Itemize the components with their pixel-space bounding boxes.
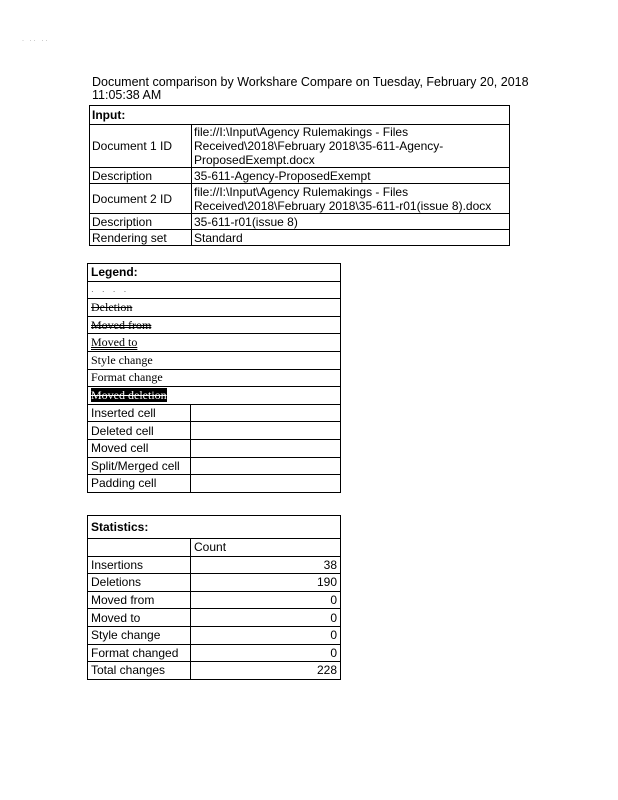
legend-format-change-sample: Format change [91,370,163,385]
legend-header: Legend: [88,264,341,282]
legend-moved-deletion-sample: Moved deletion [91,387,167,402]
input-header: Input: [90,106,510,125]
legend-deletion-sample: Deletion [91,299,133,314]
legend-moved-cell-swatch [191,439,341,457]
description-1-value: 35-611-Agency-ProposedExempt [192,168,510,184]
stat-label-deletions: Deletions [88,574,191,592]
legend-split-merged-cell: Split/Merged cell [88,457,191,475]
legend-style-change-sample: Style change [91,352,153,367]
stat-count-deletions: 190 [191,574,341,592]
statistics-table [87,515,341,680]
scan-mark: · ·· ·· [22,38,50,44]
statistics-blank-header [88,539,191,557]
stat-label-total-changes: Total changes [88,662,191,680]
stat-label-moved-from: Moved from [88,591,191,609]
legend-moved-deletion [88,387,341,405]
legend-deleted-cell-swatch [191,422,341,440]
legend-moved-to-sample: Moved to [91,335,138,350]
legend-insertion-sample: · · · · [91,286,130,296]
legend-inserted-cell-swatch [191,404,341,422]
description-1-label: Description [90,168,192,184]
document-2-id-value: file://I:\Input\Agency Rulemakings - Files Received\2018\February 2018\35-611-r01(issue 8).docx [192,184,510,214]
stat-count-format-changed: 0 [191,644,341,662]
rendering-set-label: Rendering set [90,230,192,246]
stat-count-moved-to: 0 [191,609,341,627]
legend-format-change [88,369,341,387]
description-2-label: Description [90,214,192,230]
legend-moved-from-sample: Moved from [91,317,152,332]
legend-deletion [88,299,341,317]
stat-count-moved-from: 0 [191,591,341,609]
stat-label-format-changed: Format changed [88,644,191,662]
input-table [89,105,510,246]
legend-moved-cell: Moved cell [88,439,191,457]
page-title: Document comparison by Workshare Compare on Tuesday, February 20, 2018 11:05:38 AM [92,75,529,102]
statistics-count-header: Count [191,539,341,557]
document-2-id-label: Document 2 ID [90,184,192,214]
stat-label-insertions: Insertions [88,556,191,574]
legend-padding-cell: Padding cell [88,475,191,493]
legend-moved-to [88,334,341,352]
stat-label-moved-to: Moved to [88,609,191,627]
stat-count-style-change: 0 [191,626,341,644]
legend-inserted-cell: Inserted cell [88,404,191,422]
stat-count-total-changes: 228 [191,662,341,680]
document-1-id-label: Document 1 ID [90,125,192,168]
stat-label-style-change: Style change [88,626,191,644]
legend-table [87,263,341,493]
legend-moved-from [88,316,341,334]
legend-split-merged-cell-swatch [191,457,341,475]
legend-padding-cell-swatch [191,475,341,493]
legend-insertion [88,281,341,299]
stat-count-insertions: 38 [191,556,341,574]
legend-style-change [88,351,341,369]
rendering-set-value: Standard [192,230,510,246]
document-1-id-value: file://I:\Input\Agency Rulemakings - Files Received\2018\February 2018\35-611-Agency-ProposedExempt.docx [192,125,510,168]
statistics-header: Statistics: [88,516,341,539]
legend-deleted-cell: Deleted cell [88,422,191,440]
description-2-value: 35-611-r01(issue 8) [192,214,510,230]
